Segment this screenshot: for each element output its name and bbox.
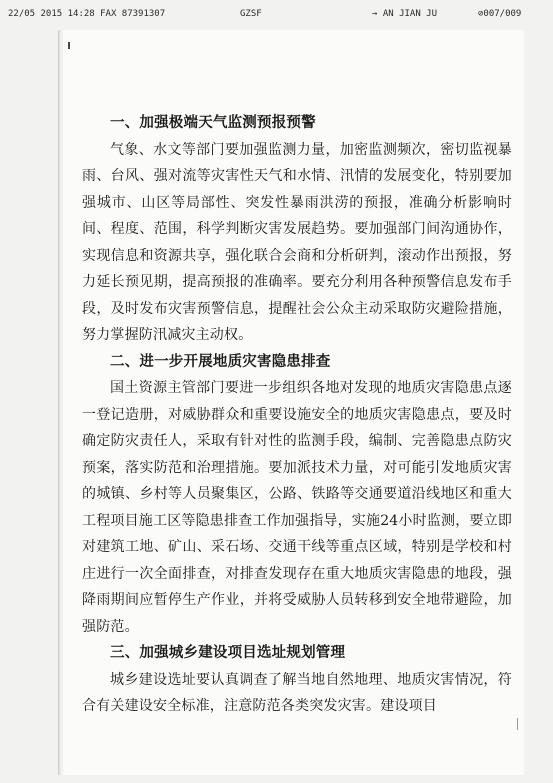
document-body: [82, 110, 512, 720]
fax-sender: GZSF: [240, 9, 262, 19]
fax-receiver: → AN JIAN JU: [372, 9, 438, 19]
section-heading-3: 三、加强城乡建设项目选址规划管理: [110, 645, 346, 661]
section-heading-2: 二、进一步开展地质灾害隐患排查: [110, 353, 331, 370]
section-paragraph-3: 城乡建设选址要认真调查了解当地自然地理、地质灾害情况，符合有关建设安全标准，注意防范各类突发灾害。建设项目: [82, 671, 512, 714]
fax-page-number: ⊘007/009: [478, 9, 522, 19]
section-paragraph-2: 国土资源主管部门要进一步组织各地对发现的地质灾害隐患点逐一登记造册，对威胁群众和重要设施安全的地质灾害隐患点，要及时确定防灾责任人，采取有针对性的监测手段，编制、完善隐患点防灾预案，落实防范和治理措施。要加派技术力量，对可能引发地质灾害的城镇、乡村等人员聚集区，公路、铁路等交通要道沿线地区和重大工程项目施工区等隐患排查工作加强指导，实施24小时监测，要立即对建筑工地、矿山、采石场、交通干线等重点区域，特别是学校和村庄进行一次全面排查，对排查发现存在重大地质灾害隐患的地段，强降雨期间应暂停生产作业，并将受威胁人员转移到安全地带避险，加强防范。: [82, 380, 513, 635]
fax-header: [0, 0, 553, 20]
fax-date-time: 22/05 2015 14:28 FAX 87391307: [8, 9, 166, 19]
section-heading-1: 一、加强极端天气监测预报预警: [110, 115, 316, 131]
scan-mark: [68, 42, 70, 49]
scan-mark: [517, 718, 518, 730]
section-paragraph-1: 气象、水文等部门要加强监测力量，加密监测频次，密切监视暴雨、台风、强对流等灾害性天气和水情、汛情的发展变化，特别要加强城市、山区等局部性、突发性暴雨洪涝的预报，准确分析影响时间、程度、范围，科学判断灾害发展趋势。要加强部门间沟通协作，实现信息和资源共享，强化联合会商和分析研判，滚动作出预报，努力延长预见期，提高预报的准确率。要充分利用各种预警信息发布手段，及时发布灾害预警信息，提醒社会公众主动采取防灾避险措施，努力掌握防汛减灾主动权。: [82, 141, 512, 343]
